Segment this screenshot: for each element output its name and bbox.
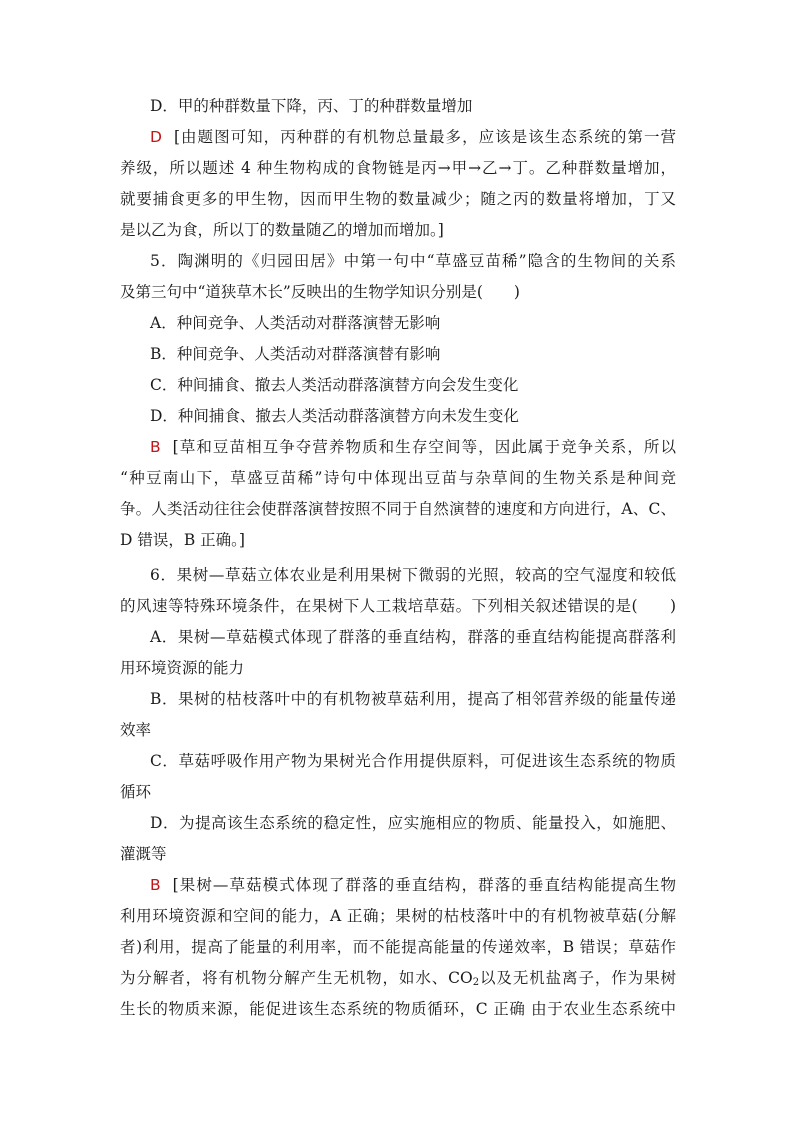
- paragraph-line: “种豆南山下，草盛豆苗稀”诗句中体现出豆苗与杂草间的生物关系是种间竞: [120, 469, 676, 487]
- option-a-q6-cont: 用环境资源的能力: [120, 659, 245, 677]
- option-a-q5: A．种间竞争、人类活动对群落演替无影响: [150, 314, 441, 332]
- paragraph-line: [120, 967, 676, 989]
- text-segment: 为分解者，将有机物分解产生无机物，如水、CO: [120, 969, 473, 987]
- option-c-q6-cont: 循环: [120, 783, 152, 801]
- answer-letter: D: [150, 128, 162, 146]
- answer-letter: B: [150, 438, 161, 456]
- question-6-stem: 6．果树—草菇立体农业是利用果树下微弱的光照，较高的空气湿度和较低: [150, 566, 676, 584]
- paragraph-line: 养级，所以题述 4 种生物构成的食物链是丙→甲→乙→丁。乙种群数量增加，: [120, 159, 676, 177]
- answer-explanation-q6: [150, 874, 676, 896]
- answer-explanation-q4: [150, 126, 676, 148]
- option-d-q6-cont: 灌溉等: [120, 845, 167, 863]
- explanation-text: [草和豆苗相互争夺营养物质和生存空间等，因此属于竞争关系，所以: [172, 438, 676, 456]
- option-c-q5: C．种间捕食、撤去人类活动群落演替方向会发生变化: [150, 376, 519, 394]
- explanation-text: [果树—草菇模式体现了群落的垂直结构，群落的垂直结构能提高生物: [172, 876, 676, 894]
- option-d-q5: D．种间捕食、撤去人类活动群落演替方向未发生变化: [150, 407, 519, 425]
- paragraph-line: 争。人类活动往往会使群落演替按照不同于自然演替的速度和方向进行，A、C、: [120, 500, 676, 518]
- option-b-q6: B．果树的枯枝落叶中的有机物被草菇利用，提高了相邻营养级的能量传递: [150, 690, 676, 708]
- paragraph-line: 生长的物质来源，能促进该生态系统的物质循环，C 正确 由于农业生态系统中: [120, 1000, 676, 1018]
- question-5-stem: 5．陶渊明的《归园田居》中第一句中“草盛豆苗稀”隐含的生物间的关系: [150, 252, 676, 270]
- explanation-text: [由题图可知，丙种群的有机物总量最多，应该是该生态系统的第一营: [173, 128, 676, 146]
- subscript: 2: [472, 977, 480, 988]
- option-c-q6: C．草菇呼吸作用产物为果树光合作用提供原料，可促进该生态系统的物质: [150, 752, 676, 770]
- question-6-stem-cont: 的风速等特殊环境条件，在果树下人工栽培草菇。下列相关叙述错误的是( ): [120, 597, 676, 615]
- paragraph-line: 利用环境资源和空间的能力，A 正确；果树的枯枝落叶中的有机物被草菇(分解: [120, 907, 676, 925]
- option-b-q5: B．种间竞争、人类活动对群落演替有影响: [150, 345, 441, 363]
- paragraph-line: 是以乙为食，所以丁的数量随乙的增加而增加。]: [120, 221, 444, 239]
- answer-explanation-q5: [150, 436, 676, 458]
- paragraph-line: 者)利用，提高了能量的利用率，而不能提高能量的传递效率，B 错误；草菇作: [120, 938, 676, 956]
- text-segment: 以及无机盐离子，作为果树: [479, 969, 676, 987]
- option-d-q4: [150, 95, 706, 117]
- paragraph-line: 就要捕食更多的甲生物，因而甲生物的数量减少；随之丙的数量将增加，丁又: [120, 190, 676, 208]
- option-d-q4-text: D．甲的种群数量下降，丙、丁的种群数量增加: [150, 97, 473, 115]
- paragraph-line: D 错误，B 正确。]: [120, 531, 245, 549]
- question-5-stem-cont: 及第三句中“道狭草木长”反映出的生物学知识分别是( ): [120, 283, 520, 301]
- option-a-q6: A．果树—草菇模式体现了群落的垂直结构，群落的垂直结构能提高群落利: [150, 628, 676, 646]
- option-d-q6: D．为提高该生态系统的稳定性，应实施相应的物质、能量投入，如施肥、: [150, 814, 676, 832]
- option-b-q6-cont: 效率: [120, 721, 152, 739]
- answer-letter: B: [150, 876, 161, 894]
